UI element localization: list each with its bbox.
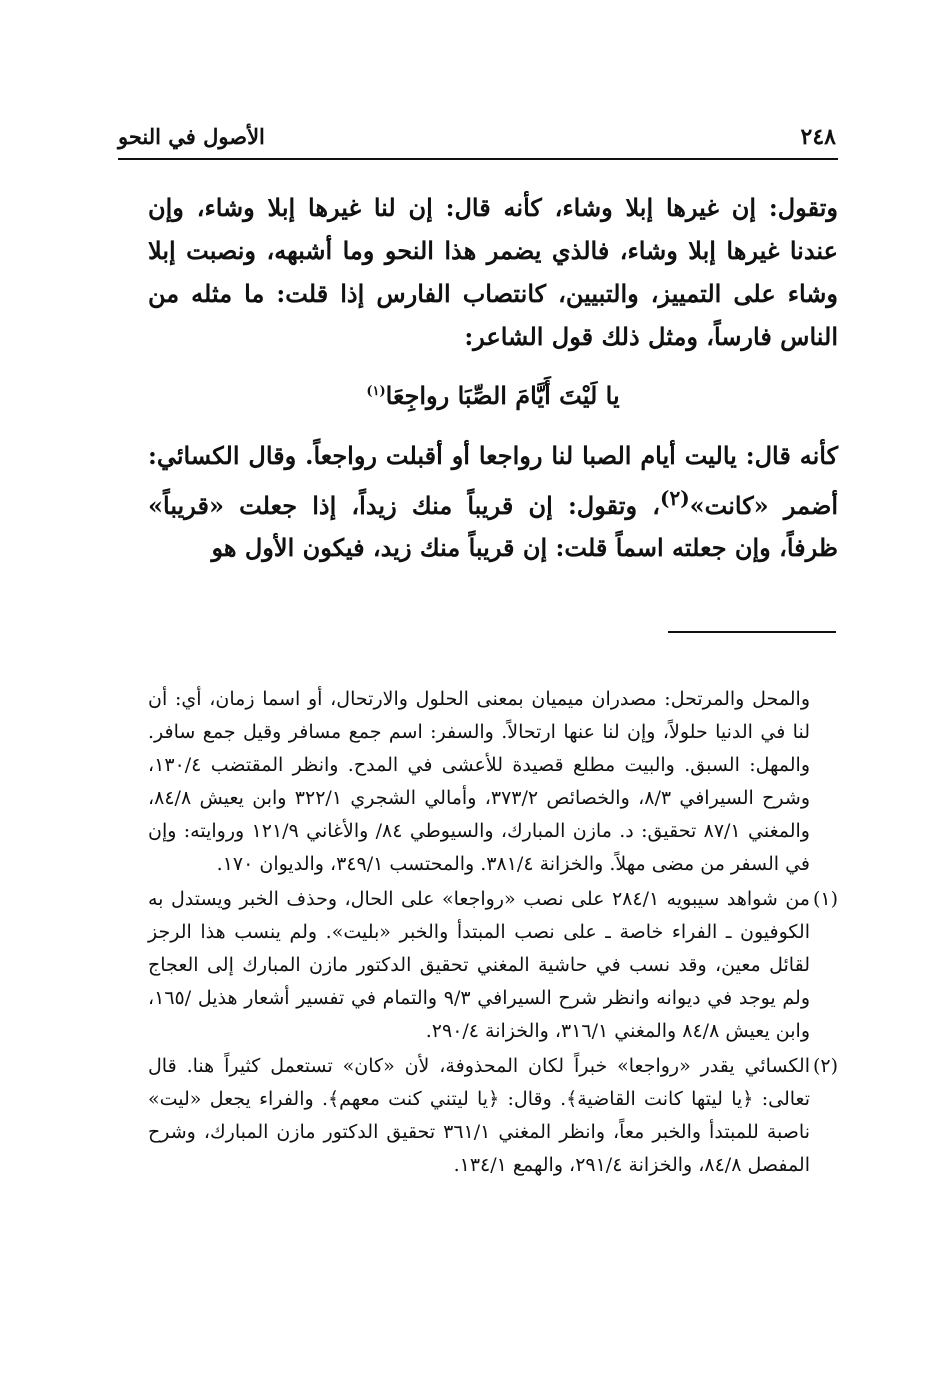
footnote-2 xyxy=(148,1050,838,1182)
paragraph-2-text xyxy=(148,435,838,569)
footnote-1-text: من شواهد سيبويه ٢٨٤/١ على نصب «رواجعا» على الحال، وحذف الخبر ويستدل به الكوفيون ـ الفراء خاصة ـ على نصب المبتدأ والخبر «بليت». ولم ينسب هذا الرجز لقائل معين، وقد نسب في حاشية المغني تحقيق الدكتور مازن المبارك إلى العجاج ولم يوجد في ديوانه وانظر شرح السيرافي ٩/٣ والتمام في تفسير أشعار هذيل /١٦٥، وابن يعيش ٨٤/٨ والمغني ٣١٦/١، والخزانة ٢٩٠/٤. xyxy=(148,888,811,1042)
verse-line xyxy=(148,376,838,416)
main-paragraph-2 xyxy=(148,435,838,569)
footnote-2-text: الكسائي يقدر «رواجعا» خبراً لكان المحذوفة، لأن «كان» تستعمل كثيراً هنا. قال تعالى: ﴿يا ليتها كانت القاضية﴾. وقال: ﴿يا ليتني كنت معهم﴾. والفراء يجعل «ليت» ناصبة للمبتدأ والخبر معاً، وانظر المغني ٣٦١/١ تحقيق الدكتور مازن المبارك، وشرح المفصل ٨٤/٨، والخزانة ٢٩١/٤، والهمع ١٣٤/١. xyxy=(148,1055,810,1176)
footnote-separator xyxy=(668,631,836,633)
page-number: ٢٤٨ xyxy=(800,124,836,150)
paragraph-2-part-b: ، وتقول: إن قريباً منك زيداً، إذا جعلت «قريباً» ظرفاً، وإن جعلته اسماً قلت: إن قريباً منك زيد، فيكون الأول هو xyxy=(148,491,838,562)
footnote-2-number: (٢) xyxy=(812,1055,838,1077)
footnote-1-number: (١) xyxy=(812,888,838,910)
verse-text: يا لَيْتَ أَيَّامَ الصِّبَا رواجِعَا xyxy=(385,381,620,410)
footnotes-section xyxy=(148,683,838,1184)
paragraph-2-part-a: كأنه قال: ياليت أيام الصبا لنا رواجعا أو أقبلت رواجعاً. وقال الكسائي: أضمر «كانت» xyxy=(148,441,838,520)
footnote-continuation: والمحل والمرتحل: مصدران ميميان بمعنى الحلول والارتحال، أو اسما زمان، أي: أن لنا في الدنيا حلولاً، وإن لنا عنها ارتحالاً. والسفر: اسم جمع مسافر وقيل جمع سافر. والمهل: السبق. والبيت مطلع قصيدة للأعشى في المدح. وانظر المقتضب ١٣٠/٤، وشرح السيرافي ٨/٣، والخصائص ٣٧٣/٢، وأمالي الشجري ٣٢٢/١ وابن يعيش ٨٤/٨، والمغني ٨٧/١ تحقيق: د. مازن المبارك، والسيوطي ٨٤/ والأغاني ١٢١/٩ وروايته: وإن في السفر من مضى مهلاً. والخزانة ٣٨١/٤. والمحتسب ٣٤٩/١، والديوان ١٧٠. xyxy=(148,688,810,875)
paragraph-2-footnote-ref: (٢) xyxy=(659,486,690,510)
running-title: الأصول في النحو xyxy=(118,124,265,149)
page-header xyxy=(118,122,836,156)
paragraph-1-text: وتقول: إن غيرها إبلا وشاء، كأنه قال: إن لنا غيرها إبلا وشاء، وإن عندنا غيرها إبلا وشاء، فالذي يضمر هذا النحو وما أشبهه، ونصبت إبلا وشاء على التمييز، والتبيين، كانتصاب الفارس إذا قلت: ما مثله من الناس فارساً، ومثل ذلك قول الشاعر: xyxy=(148,193,838,351)
footnote-1 xyxy=(148,883,838,1048)
header-rule xyxy=(118,158,838,160)
main-paragraph-1 xyxy=(148,186,838,358)
verse-footnote-ref: (١) xyxy=(366,384,386,399)
